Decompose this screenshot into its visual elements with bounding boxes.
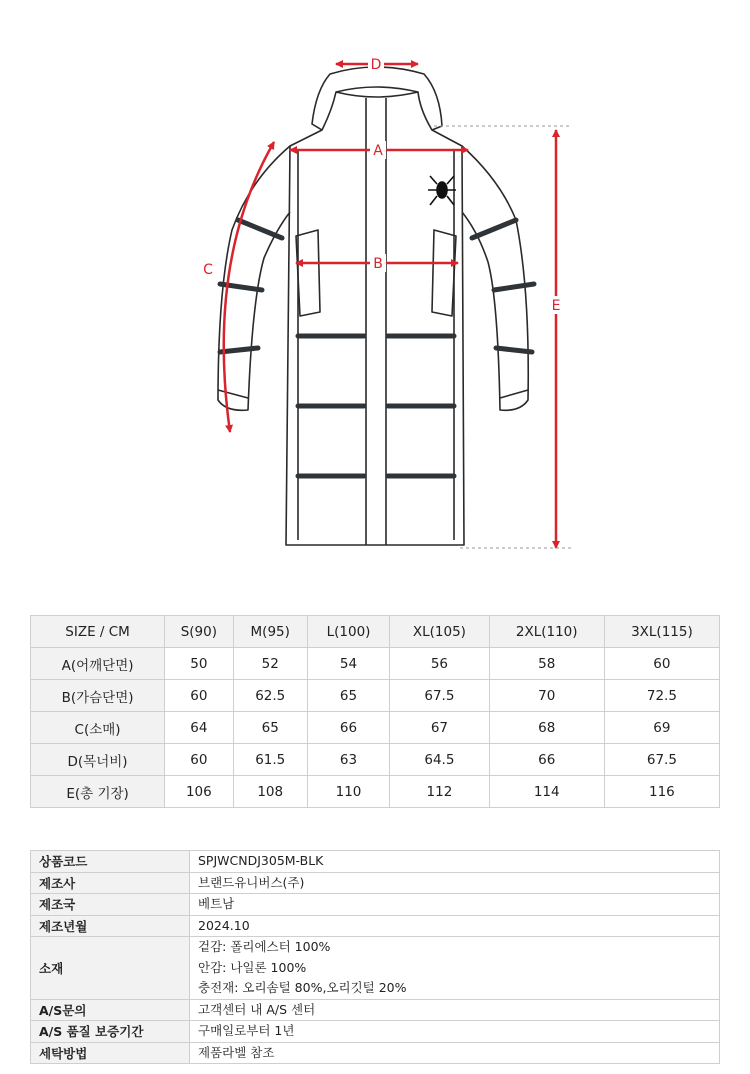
info-row	[31, 1021, 720, 1043]
size-value: 68	[489, 712, 604, 744]
material-line: 안감: 나일론 100%	[198, 959, 307, 975]
info-key: 소재	[31, 937, 190, 1000]
size-table-row	[31, 680, 720, 712]
label-d: D	[370, 57, 382, 73]
size-value: 116	[604, 776, 719, 808]
size-value: 114	[489, 776, 604, 808]
size-value: 50	[165, 648, 234, 680]
size-value: 112	[390, 776, 489, 808]
size-header-cell: M(95)	[233, 616, 307, 648]
info-value: SPJWCNDJ305M-BLK	[190, 851, 720, 873]
size-table-row	[31, 776, 720, 808]
info-value: 2024.10	[190, 915, 720, 937]
info-row	[31, 894, 720, 916]
size-value: 110	[307, 776, 389, 808]
size-header-cell: 2XL(110)	[489, 616, 604, 648]
size-value: 65	[307, 680, 389, 712]
row-label: D(목너비)	[31, 744, 165, 776]
size-value: 62.5	[233, 680, 307, 712]
info-value: 고객센터 내 A/S 센터	[190, 999, 720, 1021]
info-row	[31, 851, 720, 873]
label-a: A	[373, 143, 383, 159]
size-value: 63	[307, 744, 389, 776]
label-b: B	[373, 256, 383, 272]
info-value: 베트남	[190, 894, 720, 916]
size-value: 64.5	[390, 744, 489, 776]
material-line: 충전재: 오리솜털 80%,오리깃털 20%	[198, 980, 407, 995]
size-header-cell: XL(105)	[390, 616, 489, 648]
size-header-cell: L(100)	[307, 616, 389, 648]
info-key: 상품코드	[31, 851, 190, 873]
size-value: 61.5	[233, 744, 307, 776]
size-value: 60	[604, 648, 719, 680]
size-value: 54	[307, 648, 389, 680]
info-value: 구매일로부터 1년	[190, 1021, 720, 1043]
material-line: 겉감: 폴리에스터 100%	[198, 939, 331, 954]
size-value: 60	[165, 744, 234, 776]
info-value: 제품라벨 참조	[190, 1042, 720, 1064]
size-table-header-row	[31, 616, 720, 648]
spider-logo-icon	[428, 176, 456, 205]
info-key: 제조사	[31, 872, 190, 894]
info-key: A/S 품질 보증기간	[31, 1021, 190, 1043]
jacket-outline	[218, 67, 528, 545]
label-c: C	[203, 262, 213, 278]
size-value: 58	[489, 648, 604, 680]
size-value: 60	[165, 680, 234, 712]
size-value: 66	[489, 744, 604, 776]
size-table-row	[31, 648, 720, 680]
size-value: 69	[604, 712, 719, 744]
info-key: 제조년월	[31, 915, 190, 937]
product-info-table	[30, 850, 720, 1064]
info-value: 브랜드유니버스(주)	[190, 872, 720, 894]
row-label: B(가슴단면)	[31, 680, 165, 712]
size-value: 67	[390, 712, 489, 744]
size-value: 64	[165, 712, 234, 744]
size-value: 65	[233, 712, 307, 744]
info-value-material	[190, 937, 720, 1000]
size-table-row	[31, 744, 720, 776]
size-header-cell: S(90)	[165, 616, 234, 648]
info-row	[31, 999, 720, 1021]
size-header-cell: SIZE / CM	[31, 616, 165, 648]
size-value: 52	[233, 648, 307, 680]
info-row	[31, 1042, 720, 1064]
size-value: 108	[233, 776, 307, 808]
size-value: 67.5	[604, 744, 719, 776]
label-e: E	[551, 298, 561, 314]
size-table-row	[31, 712, 720, 744]
row-label: A(어깨단면)	[31, 648, 165, 680]
info-row	[31, 872, 720, 894]
size-header-cell: 3XL(115)	[604, 616, 719, 648]
size-value: 72.5	[604, 680, 719, 712]
info-key: 제조국	[31, 894, 190, 916]
size-value: 56	[390, 648, 489, 680]
info-row	[31, 937, 720, 1000]
size-value: 70	[489, 680, 604, 712]
info-row	[31, 915, 720, 937]
row-label: E(총 기장)	[31, 776, 165, 808]
size-value: 106	[165, 776, 234, 808]
size-value: 66	[307, 712, 389, 744]
size-table	[30, 615, 720, 808]
size-value: 67.5	[390, 680, 489, 712]
info-key: 세탁방법	[31, 1042, 190, 1064]
info-key: A/S문의	[31, 999, 190, 1021]
row-label: C(소매)	[31, 712, 165, 744]
